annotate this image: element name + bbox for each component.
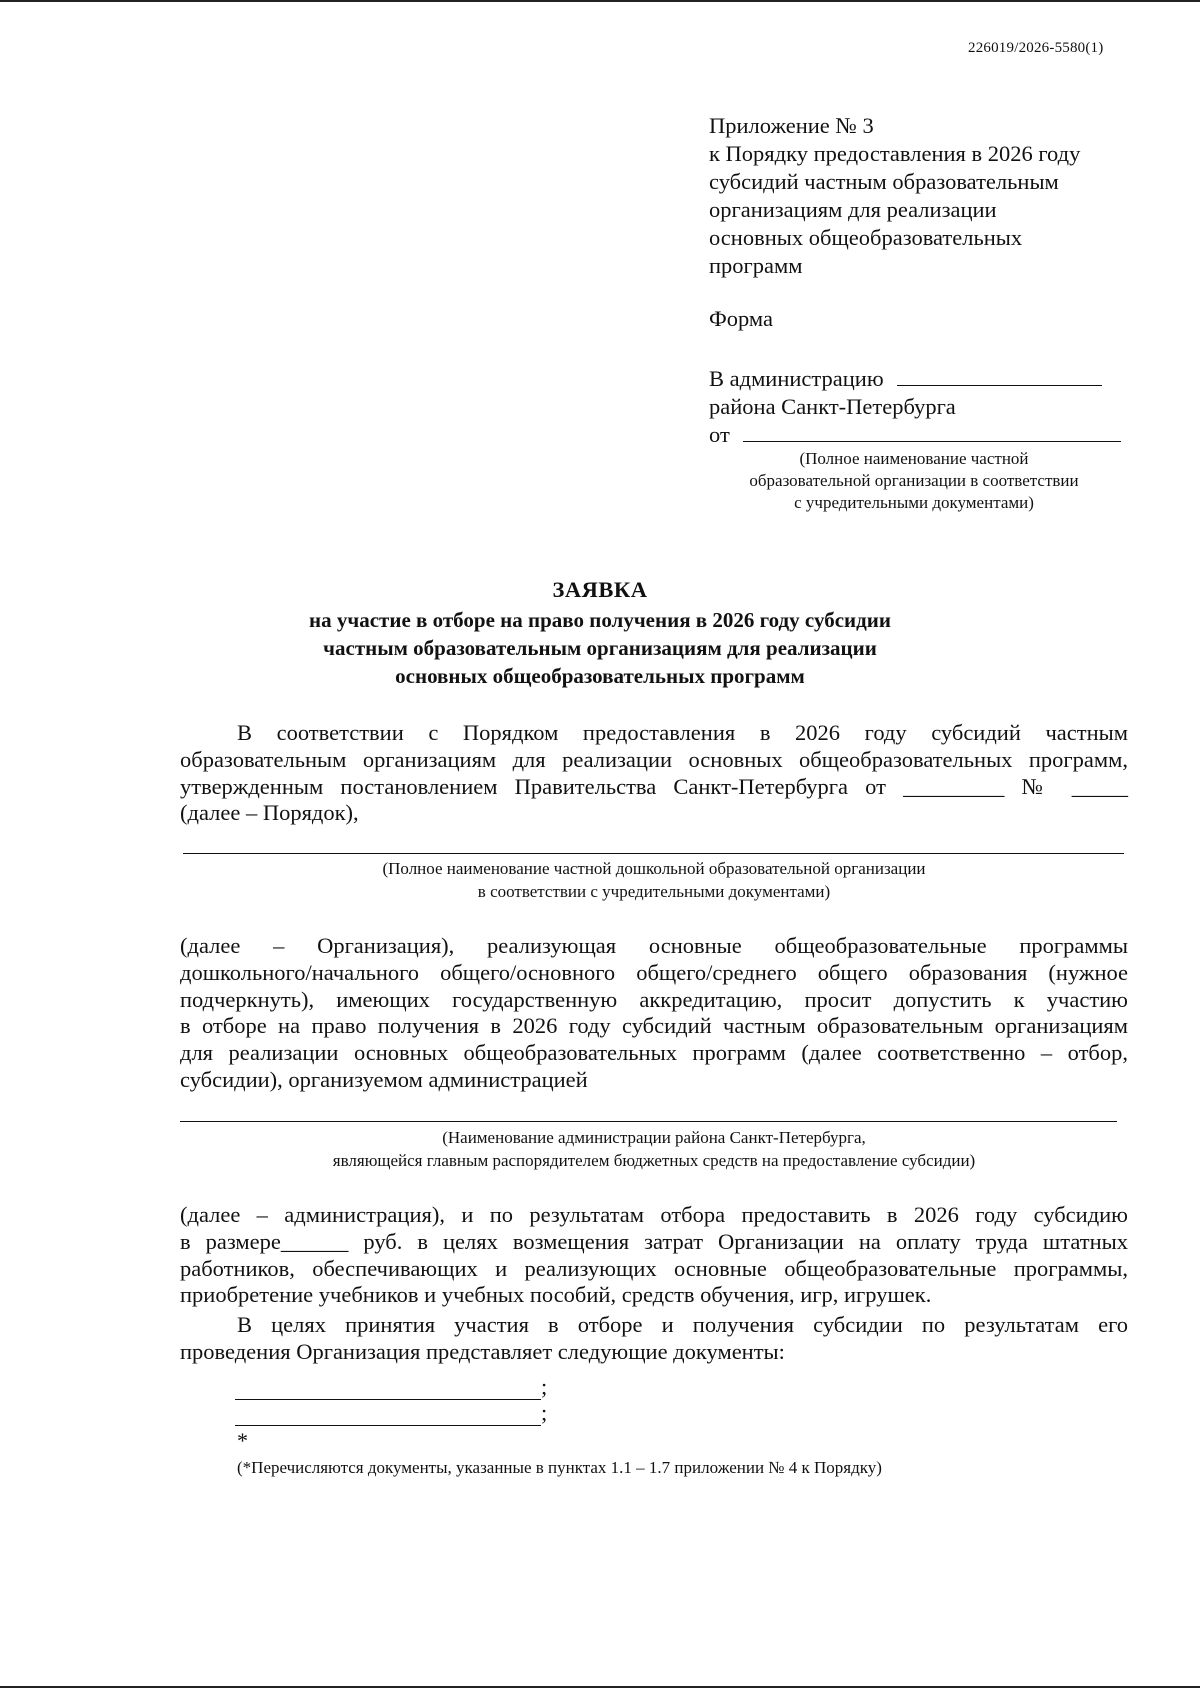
caption-line: (Полное наименование частной дошкольной образовательной организации xyxy=(382,859,926,878)
caption-line: (Наименование администрации района Санкт-Петербурга, xyxy=(442,1128,866,1147)
caption-line: с учредительными документами) xyxy=(794,493,1034,512)
subtitle-line: частным образовательным организациям для реализации xyxy=(323,636,877,660)
list-separator: ; xyxy=(541,1374,548,1399)
caption-line: являющейся главным распорядителем бюджетных средств на предоставление субсидии) xyxy=(332,1151,976,1170)
paragraph-line: (далее – Организация), реализующая основные общеобразовательные программы xyxy=(180,933,1128,958)
paragraph-line: в размере______ руб. в целях возмещения затрат Организации на оплату труда штатных xyxy=(180,1228,1128,1254)
paragraph-line: В целях принятия участия в отборе и получения субсидии по результатам его xyxy=(237,1312,1128,1337)
paragraph-line: (далее – администрация), и по результатам отбора предоставить в 2026 году субсидию xyxy=(180,1202,1128,1227)
caption-line: образовательной организации в соответствии xyxy=(749,471,1079,490)
organization-name-field[interactable] xyxy=(743,423,1121,442)
caption-line: (Полное наименование частной xyxy=(799,449,1029,468)
footnote: (*Перечисляются документы, указанные в пунктах 1.1 – 1.7 приложении № 4 к Порядку) xyxy=(237,1458,882,1477)
paragraph-line: образовательным организациям для реализации основных общеобразовательных программ, xyxy=(180,746,1128,772)
document-title: ЗАЯВКА xyxy=(552,577,648,602)
appendix-line: к Порядку предоставления в 2026 году xyxy=(709,141,1081,166)
document-list-item xyxy=(235,1400,547,1426)
paragraph-line: дошкольного/начального общего/основного общего/среднего общего образования (нужное xyxy=(180,959,1128,985)
subtitle-line: на участие в отборе на право получения в 2026 году субсидии xyxy=(309,608,891,632)
paragraph-line: для реализации основных общеобразовательных программ (далее соответственно – отбор, xyxy=(180,1040,1128,1066)
document-entry-field[interactable] xyxy=(235,1407,541,1426)
paragraph-request xyxy=(180,1202,1128,1309)
subtitle-line: основных общеобразовательных программ xyxy=(395,664,805,688)
caption-line: в соответствии с учредительными документами) xyxy=(477,882,831,901)
document-list-item xyxy=(235,1374,547,1400)
document-subtitle xyxy=(0,606,1200,690)
addressee-line-2: района Санкт-Петербурга xyxy=(709,394,956,419)
document-registration-number: 226019/2026-5580(1) xyxy=(968,40,1104,56)
administration-name-line[interactable] xyxy=(180,1121,1117,1122)
paragraph-line: проведения Организация представляет следующие документы: xyxy=(180,1338,785,1364)
form-label: Форма xyxy=(709,306,774,331)
paragraph-line: В соответствии с Порядком предоставления в 2026 году субсидий частным xyxy=(237,720,1128,745)
paragraph-documents xyxy=(180,1312,1128,1366)
paragraph-line: утвержденным постановлением Правительства Санкт-Петербурга от _________ № _____ xyxy=(180,773,1128,799)
paragraph-line: приобретение учебников и учебных пособий, средств обучения, игр, игрушек. xyxy=(180,1282,932,1308)
appendix-line: Приложение № 3 xyxy=(709,113,874,138)
organization-name-caption xyxy=(180,857,1128,903)
footnote-marker: * xyxy=(237,1428,248,1453)
administration-name-field[interactable] xyxy=(897,367,1102,386)
scan-edge-top xyxy=(0,0,1200,2)
appendix-header xyxy=(709,112,1169,280)
scan-edge-bottom xyxy=(0,1686,1200,1688)
list-separator: ; xyxy=(541,1400,548,1425)
addressee-block xyxy=(709,365,1169,449)
document-list xyxy=(235,1374,547,1426)
paragraph-line: (далее – Порядок), xyxy=(180,800,359,826)
paragraph-line: субсидии), организуемом администрацией xyxy=(180,1066,588,1092)
administration-name-caption xyxy=(180,1126,1128,1172)
document-entry-field[interactable] xyxy=(235,1381,541,1400)
addressee-line-1: В администрацию xyxy=(709,366,884,391)
paragraph-line: в отборе на право получения в 2026 году субсидий частным образовательным организациям xyxy=(180,1013,1128,1039)
paragraph-intro xyxy=(180,720,1128,827)
organization-name-line[interactable] xyxy=(183,853,1124,854)
appendix-line: основных общеобразовательных xyxy=(709,225,1023,250)
paragraph-line: подчеркнуть), имеющих государственную аккредитацию, просит допустить к участию xyxy=(180,986,1128,1012)
appendix-line: субсидий частным образовательным xyxy=(709,169,1059,194)
addressee-caption xyxy=(709,448,1119,514)
paragraph-organization xyxy=(180,933,1128,1094)
appendix-line: организациям для реализации xyxy=(709,197,997,222)
paragraph-line: работников, обеспечивающих и реализующих основные общеобразовательные программы, xyxy=(180,1255,1128,1281)
appendix-line: программ xyxy=(709,253,803,278)
addressee-line-3: от xyxy=(709,422,730,447)
